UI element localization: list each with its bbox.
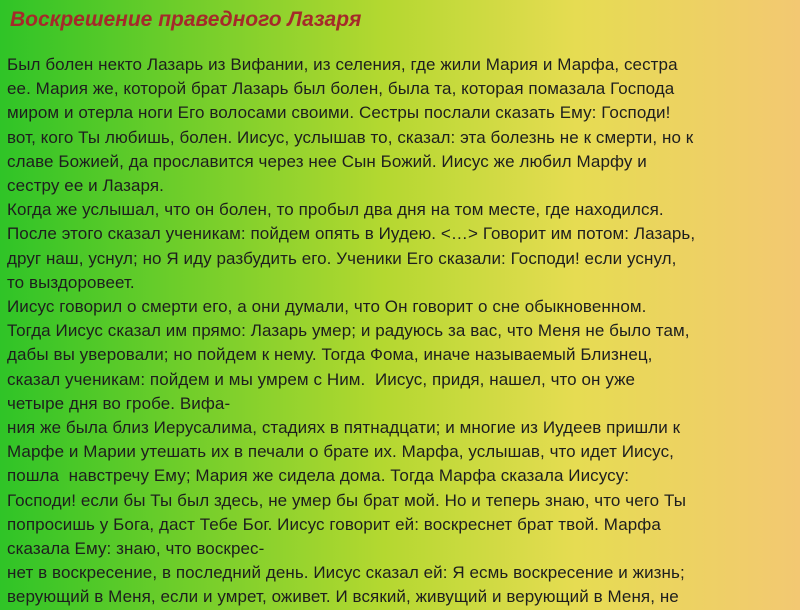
text-line: Когда же услышал, что он болен, то пробыл два дня на том месте, где находился. <box>7 200 664 220</box>
text-line: нет в воскресение, в последний день. Иисус сказал ей: Я есмь воскресение и жизнь; <box>7 563 685 583</box>
text-line: ния же была близ Иерусалима, стадиях в пятнадцати; и многие из Иудеев пришли к <box>7 418 681 438</box>
text-line: Господи! если бы Ты был здесь, не умер бы брат мой. Но и теперь знаю, что чего Ты <box>7 490 686 510</box>
text-line: сестру ее и Лазаря. <box>7 176 164 196</box>
text-line: то выздоровеет. <box>7 272 135 292</box>
text-line: верующий в Меня, если и умрет, оживет. И всякий, живущий и верующий в Меня, не <box>7 587 679 607</box>
text-line: Иисус говорил о смерти его, а они думали, что Он говорит о сне обыкновенном. <box>7 297 647 317</box>
text-line: Тогда Иисус сказал им прямо: Лазарь умер; и радуюсь за вас, что Меня не было там, <box>7 321 690 341</box>
text-line: ее. Мария же, которой брат Лазарь был болен, была та, которая помазала Господа <box>7 79 675 99</box>
text-line: Марфе и Марии утешать их в печали о брате их. Марфа, услышав, что идет Иисус, <box>7 442 674 462</box>
text-line: дабы вы уверовали; но пойдем к нему. Тогда Фома, иначе называемый Близнец, <box>7 345 653 365</box>
text-line: вот, кого Ты любишь, болен. Иисус, услышав то, сказал: эта болезнь не к смерти, но к <box>7 127 694 147</box>
text-line: четыре дня во гробе. Вифа- <box>7 393 231 413</box>
slide-title: Воскрешение праведного Лазаря <box>10 8 362 31</box>
text-line: сказала Ему: знаю, что воскрес- <box>7 539 265 559</box>
text-line: славе Божией, да прославится через нее Сын Божий. Иисус же любил Марфу и <box>7 151 647 171</box>
text-line: пошла навстречу Ему; Мария же сидела дома. Тогда Марфа сказала Иисусу: <box>7 466 630 486</box>
text-line: друг наш, уснул; но Я иду разбудить его. Ученики Его сказали: Господи! если уснул, <box>7 248 677 268</box>
text-line: попросишь у Бога, даст Тебе Бог. Иисус говорит ей: воскреснет брат твой. Марфа <box>7 514 661 534</box>
text-line: Был болен некто Лазарь из Вифании, из селения, где жили Мария и Марфа, сестра <box>7 55 678 74</box>
slide-body-text <box>7 53 797 610</box>
text-line: миром и отерла ноги Его волосами своими. Сестры послали сказать Ему: Господи! <box>7 103 671 123</box>
text-line: После этого сказал ученикам: пойдем опять в Иудею. <…> Говорит им потом: Лазарь, <box>7 224 696 244</box>
text-line: сказал ученикам: пойдем и мы умрем с Ним. Иисус, придя, нашел, что он уже <box>7 369 636 389</box>
